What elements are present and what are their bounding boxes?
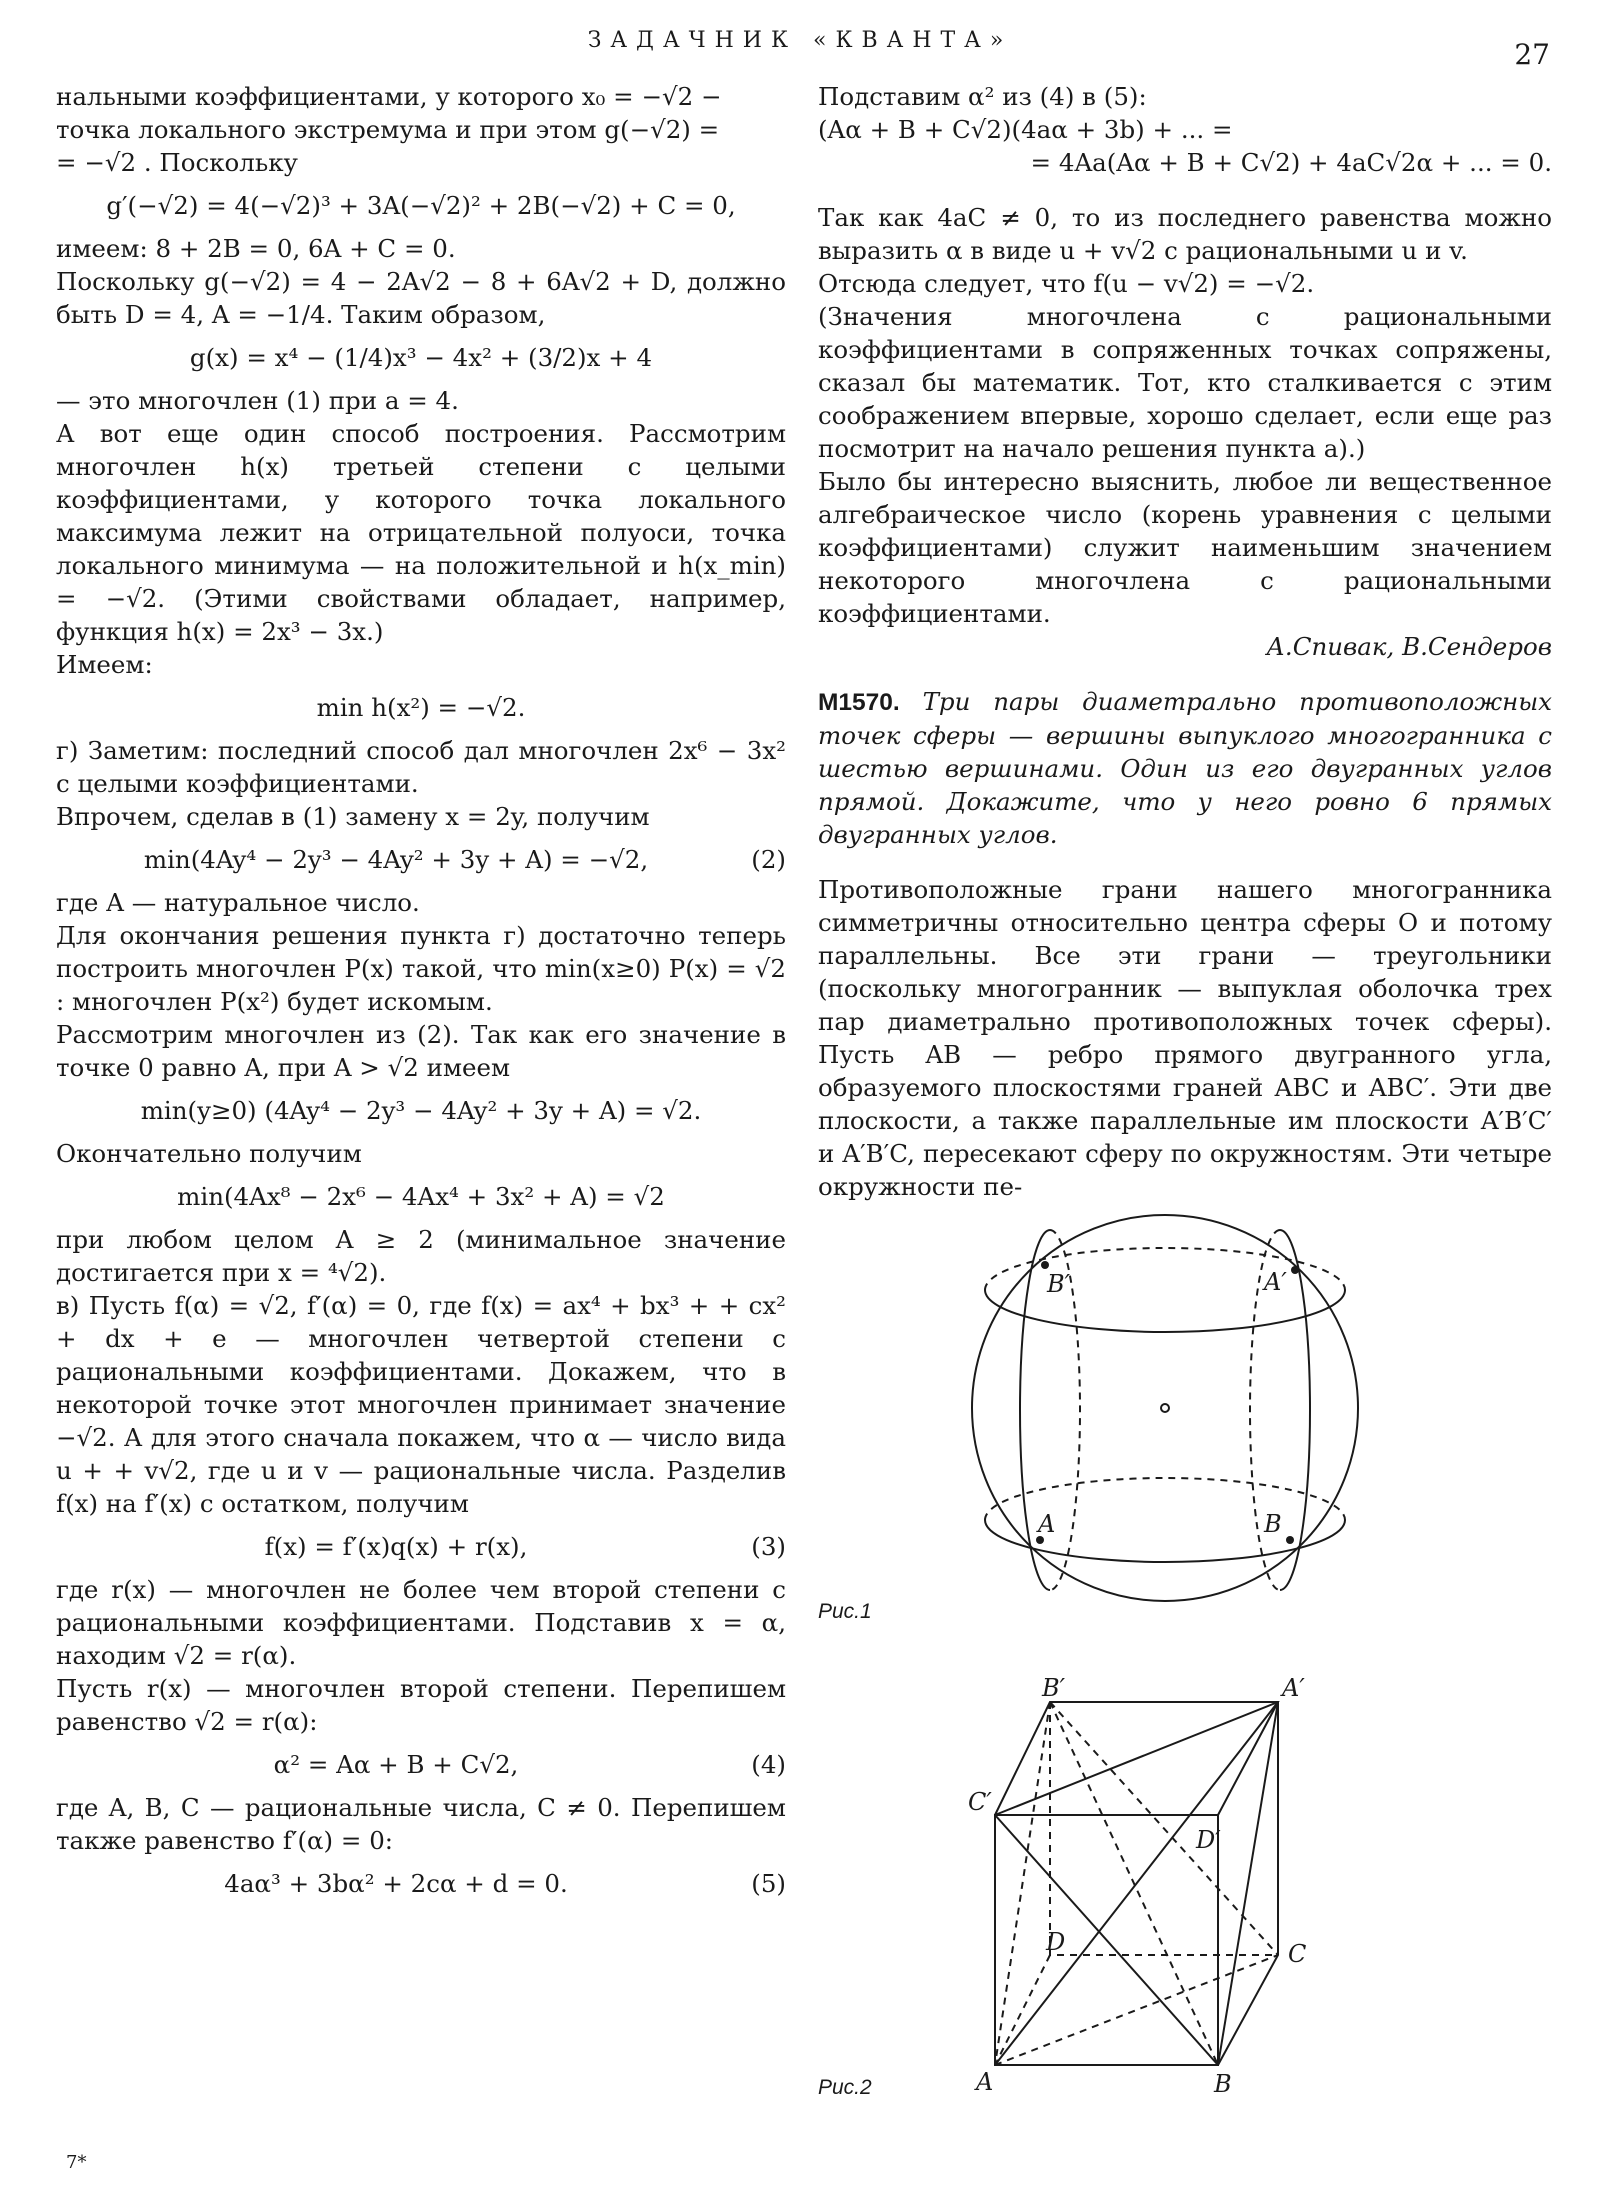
formula: g(x) = x⁴ − (1/4)x³ − 4x² + (3/2)x + 4: [189, 343, 653, 372]
label-b-prime: B′: [1047, 1270, 1071, 1298]
text-line: нальными коэффициентами, у которого x₀ = −√2 −: [56, 82, 722, 111]
paragraph: А вот еще один способ построения. Рассмотрим многочлен h(x) третьей степени с целыми коэффициентами, у которого точка локального максимума лежит на отрицательной полуоси, точка локального минимума — на положительной и h(x_min) = −√2. (Этими свойствами обладает, например, функция h(x) = 2x³ − 3x.): [56, 419, 786, 646]
problem-text: Три пары диаметрально противоположных точек сферы — вершины выпуклого многогранника с шестью вершинами. Один из его двугранных углов прямой. Докажите, что у него ровно 6 прямых двугранных углов.: [818, 687, 1552, 849]
label-b: B: [1264, 1510, 1282, 1538]
paragraph: Рассмотрим многочлен из (2). Так как его значение в точке 0 равно A, при A > √2 имеем: [56, 1020, 786, 1082]
figure-box: [960, 1670, 1430, 2100]
left-column: [56, 80, 786, 1910]
paragraph: где A, B, C — рациональные числа, C ≠ 0. Перепишем также равенство f′(α) = 0:: [56, 1793, 786, 1855]
formula: min h(x²) = −√2.: [316, 693, 526, 722]
numbered-formula: [56, 1867, 786, 1900]
equation-number: (3): [751, 1532, 786, 1561]
paragraph: при любом целом A ≥ 2 (минимальное значение достигается при x = ⁴√2).: [56, 1225, 786, 1287]
text-line: — это многочлен (1) при a = 4.: [56, 386, 459, 415]
point-b-prime: [1041, 1261, 1049, 1269]
label-a: A: [1038, 1510, 1056, 1538]
label-c: C: [1288, 1940, 1307, 1968]
signature-mark: 7*: [66, 2152, 87, 2173]
formula: min(4Ay⁴ − 2y³ − 4Ay² + 3y + A) = −√2,: [143, 845, 649, 874]
label-c-prime: C′: [968, 1788, 992, 1816]
point-a-prime: [1291, 1266, 1299, 1274]
text-line: Окончательно получим: [56, 1139, 362, 1168]
right-column: [818, 80, 1552, 1203]
formula: g′(−√2) = 4(−√2)³ + 3A(−√2)² + 2B(−√2) + C = 0,: [106, 191, 736, 220]
paragraph: Поскольку g(−√2) = 4 − 2A√2 − 8 + 6A√2 + D, должно быть D = 4, A = −1/4. Таким образом,: [56, 267, 786, 329]
formula: = 4Aa(Aα + B + C√2) + 4aC√2α + ... = 0.: [1030, 148, 1552, 177]
numbered-formula: [56, 843, 786, 876]
journal-header: ЗАДАЧНИК «КВАНТА»: [587, 28, 1013, 53]
figure-caption: Рис.1: [818, 1600, 872, 1623]
point-b: [1286, 1536, 1294, 1544]
formula: 4aα³ + 3bα² + 2cα + d = 0.: [224, 1869, 568, 1898]
equation-number: (5): [751, 1869, 786, 1898]
text-line: где A — натуральное число.: [56, 888, 420, 917]
problem-statement: [818, 685, 1552, 851]
numbered-formula: [56, 1530, 786, 1563]
label-b-prime: B′: [1042, 1674, 1066, 1702]
label-d-prime: D′: [1196, 1826, 1221, 1854]
formula: (Aα + B + C√2)(4aα + 3b) + ... =: [818, 115, 1233, 144]
authors-signature: А.Спивак, В.Сендеров: [1266, 632, 1552, 661]
label-a: A: [976, 2068, 994, 2096]
label-b: B: [1214, 2070, 1232, 2098]
edge-a-a-prime: [995, 1702, 1278, 2065]
upper-circle-back: [985, 1248, 1345, 1290]
text-line: Впрочем, сделав в (1) замену x = 2y, получим: [56, 802, 650, 831]
equation-number: (2): [751, 845, 786, 874]
paragraph: Так как 4aC ≠ 0, то из последнего равенства можно выразить α в виде u + v√2 с рациональными u и v.: [818, 203, 1552, 265]
paragraph: (Значения многочлена с рациональными коэффициентами в сопряженных точках сопряжены, сказал бы математик. Тот, кто сталкивается с этим соображением впервые, хорошо сделает, если еще раз посмотрит на начало решения пункта а).): [818, 302, 1552, 463]
formula: min(4Ax⁸ − 2x⁶ − 4Ax⁴ + 3x² + A) = √2: [177, 1182, 665, 1211]
paragraph: Пусть r(x) — многочлен второй степени. Перепишем равенство √2 = r(α):: [56, 1674, 786, 1736]
text-line: точка локального экстремума и при этом g(−√2) =: [56, 115, 720, 144]
paragraph: Противоположные грани нашего многогранника симметричны относительно центра сферы O и потому параллельны. Все эти грани — треугольники (поскольку многогранник — выпуклая оболочка трех пар диаметрально противоположных точек сферы). Пусть AB — ребро прямого двугранного угла, образуемого плоскостями граней ABC и ABC′. Эти две плоскости, а также параллельные им плоскости A′B′C′ и A′B′C, пересекают сферу по окружностям. Эти четыре окружности пе-: [818, 875, 1552, 1201]
spacer: [818, 179, 1552, 201]
text-line: имеем: 8 + 2B = 0, 6A + C = 0.: [56, 234, 456, 263]
label-a-prime: A′: [1264, 1268, 1287, 1296]
formula: f(x) = f′(x)q(x) + r(x),: [264, 1532, 528, 1561]
spacer: [818, 663, 1552, 685]
text-line: Подставим α² из (4) в (5):: [818, 82, 1147, 111]
label-d: D: [1046, 1928, 1066, 1956]
page-number: 27: [1514, 38, 1550, 71]
equation-number: (4): [751, 1750, 786, 1779]
text-line: Отсюда следует, что f(u − v√2) = −√2.: [818, 269, 1315, 298]
label-a-prime: A′: [1282, 1674, 1305, 1702]
formula: min(y≥0) (4Ay⁴ − 2y³ − 4Ay² + 3y + A) = √2.: [140, 1096, 702, 1125]
spacer: [818, 851, 1552, 873]
text-line: Имеем:: [56, 650, 153, 679]
figure-caption: Рис.2: [818, 2076, 872, 2099]
problem-id: М1570.: [818, 689, 900, 716]
text-line: = −√2 . Поскольку: [56, 148, 298, 177]
sphere-center: [1161, 1404, 1169, 1412]
paragraph: где r(x) — многочлен не более чем второй степени с рациональными коэффициентами. Подставив x = α, находим √2 = r(α).: [56, 1575, 786, 1670]
paragraph: Было бы интересно выяснить, любое ли вещественное алгебраическое число (корень уравнения с целыми коэффициентами) служит наименьшим значением некоторого многочлена с рациональными коэффициентами.: [818, 467, 1552, 628]
paragraph: Для окончания решения пункта г) достаточно теперь построить многочлен P(x) такой, что min(x≥0) P(x) = √2 : многочлен P(x²) будет искомым.: [56, 921, 786, 1016]
edge-c-prime-a-prime: [995, 1702, 1278, 1815]
figure-sphere: [950, 1200, 1390, 1620]
numbered-formula: [56, 1748, 786, 1781]
formula: α² = Aα + B + C√2,: [273, 1750, 519, 1779]
edge-b-prime-c: [1050, 1702, 1278, 1955]
paragraph: в) Пусть f(α) = √2, f′(α) = 0, где f(x) = ax⁴ + bx³ + + cx² + dx + e — многочлен четвертой степени с рациональными коэффициентами. Докажем, что в некоторой точке этот многочлен принимает значение −√2. А для этого сначала покажем, что α — число вида u + + v√2, где u и v — рациональные числа. Разделив f(x) на f′(x) с остатком, получим: [56, 1291, 786, 1518]
paragraph: г) Заметим: последний способ дал многочлен 2x⁶ − 3x² с целыми коэффициентами.: [56, 736, 786, 798]
